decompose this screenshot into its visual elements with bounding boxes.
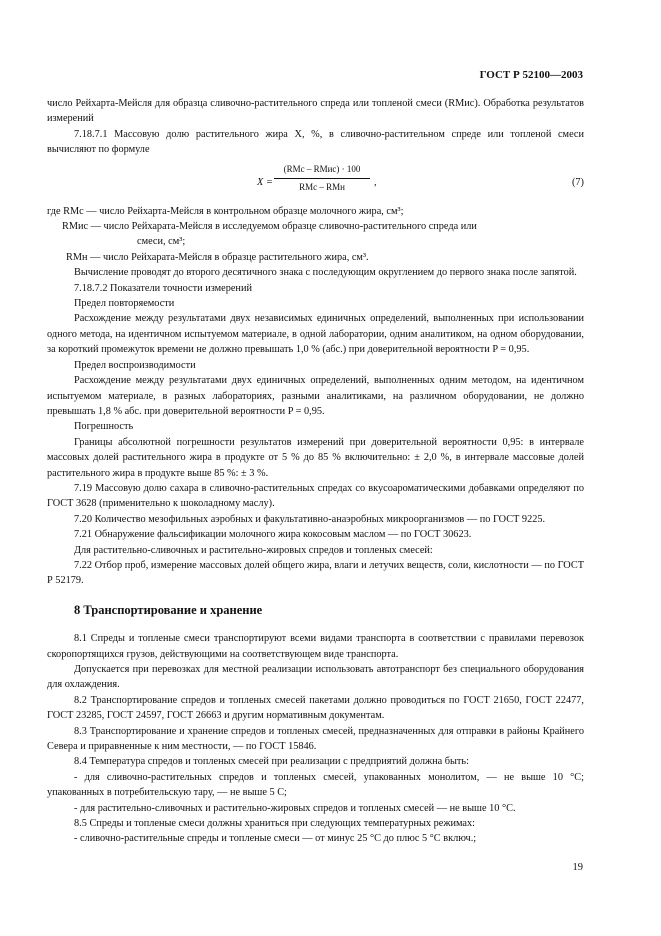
paragraph: Допускается при перевозках для местной реализации использовать автотранспорт без специального оборудования для охлаждения. [47, 664, 584, 691]
paragraph: 8.2 Транспортирование спредов и топленых смесей пакетами должно проводиться по ГОСТ 21650, ГОСТ 22477, ГОСТ 23285, ГОСТ 24597, ГОСТ 26663 и другим нормативным документам. [47, 694, 584, 722]
paragraph: число Рейхарта-Мейсля для образца сливочно-растительного спреда или топленой смеси (RMис). Обработка результатов измерений [47, 98, 584, 125]
paragraph: Предел повторяемости [74, 298, 175, 310]
paragraph: 8.1 Спреды и топленые смеси транспортируют всеми видами транспорта в соответствии с правилами перевозок скоропортящихся грузов, действующими на соответствующем виде транспорта. [47, 633, 584, 660]
paragraph: 7.22 Отбор проб, измерение массовых долей общего жира, влаги и летучих веществ, соли, кислотности — по ГОСТ Р 52179. [47, 559, 584, 587]
definition-rmc: где RMс — число Рейхарта-Мейсля в контрольном образце молочного жира, см³; [47, 205, 404, 217]
paragraph: 8.4 Температура спредов и топленых смесей при реализации с предприятий должна быть: [74, 756, 469, 768]
list-item: - для сливочно-растительных спредов и топленых смесей, упакованных монолитом, — не выше 10 °С; упакованных в потребительскую тару, — не выше 5 С; [47, 771, 584, 799]
definition-rmic: RMис — число Рейхарата-Мейсля в исследуемом образце сливочно-растительного спреда или [62, 221, 477, 233]
formula-numerator: (RMс – RMис) · 100 [274, 162, 370, 179]
paragraph: 7.20 Количество мезофильных аэробных и факультативно-анаэробных микроорганизмов — по ГОСТ 9225. [74, 513, 546, 525]
paragraph: 7.19 Массовую долю сахара в сливочно-растительных спредах со вкусоароматическими добавками определяют по ГОСТ 3628 (применительно к шоколадному маслу). [47, 482, 584, 510]
paragraph: Границы абсолютной погрешности результатов измерений при доверительной вероятности 0,95: в интервале массовых долей растительного жира в продукте от 5 % до 85 % включительно: ± 2,0 %, в интервале массовые долей растительного жира в продукте выше 85 %: ± 3 %. [47, 436, 584, 479]
paragraph: Расхождение между результатами двух независимых единичных определений, выполненных при использовании одного метода, на идентичном испытуемом материале, в одной лаборатории, одним аналитиком, на одном оборудовании, за короткий промежуток времени не должно превышать 1,0 % (абс.) при доверительной вероятности P = 0,95. [47, 313, 584, 356]
paragraph: 8.3 Транспортирование и хранение спредов и топленых смесей, предназначенных для отправки в районы Крайнего Севера и приравненные к ним местности, — по ГОСТ 15846. [47, 725, 584, 753]
formula-denominator: RMс – RMн [299, 182, 345, 193]
list-item: - сливочно-растительные спреды и топленые смеси — от минус 25 °С до плюс 5 °С включ.; [74, 833, 477, 845]
paragraph: Для растительно-сливочных и растительно-жировых спредов и топленых смесей: [74, 544, 433, 556]
document-body [47, 96, 584, 847]
formula-comma: , [374, 176, 377, 188]
page-number: 19 [572, 862, 583, 873]
paragraph: Вычисление проводят до второго десятичного знака с последующим округлением до первого знака после запятой. [74, 267, 577, 279]
paragraph: Погрешность [74, 421, 134, 433]
formula-fraction [274, 162, 370, 196]
document-header: ГОСТ Р 52100—2003 [479, 69, 583, 81]
paragraph: Расхождение между результатами двух единичных определений, выполненных одним методом, на идентичном испытуемом материале, в разных лабораториях, разными аналитиками, на различном оборудовании, не должно превышать 1,8 % абс. при доверительной вероятности P = 0,95. [47, 375, 584, 417]
paragraph: Предел воспроизводимости [74, 359, 196, 371]
list-item: - для растительно-сливочных и растительно-жировых спредов и топленых смесей — не выше 10 °С. [74, 802, 516, 814]
section-title: 8 Транспортирование и хранение [74, 602, 263, 617]
paragraph: 8.5 Спреды и топленые смеси должны храниться при следующих температурных режимах: [74, 818, 475, 830]
paragraph: 7.21 Обнаружение фальсификации молочного жира кокосовым маслом — по ГОСТ 30623. [74, 529, 472, 541]
definition-rmic-cont: смеси, см³; [137, 236, 186, 248]
definition-rmn: RMн — число Рейхарата-Мейсля в образце растительного жира, см³. [66, 251, 369, 263]
formula-lhs: X = [257, 176, 273, 188]
formula-7 [47, 162, 584, 198]
formula-number: (7) [571, 176, 584, 188]
paragraph: 7.18.7.1 Массовую долю растительного жира X, %, в сливочно-растительном спреде или топленой смеси вычисляют по формуле [47, 128, 584, 156]
subsection-heading: 7.18.7.2 Показатели точности измерений [74, 282, 252, 294]
